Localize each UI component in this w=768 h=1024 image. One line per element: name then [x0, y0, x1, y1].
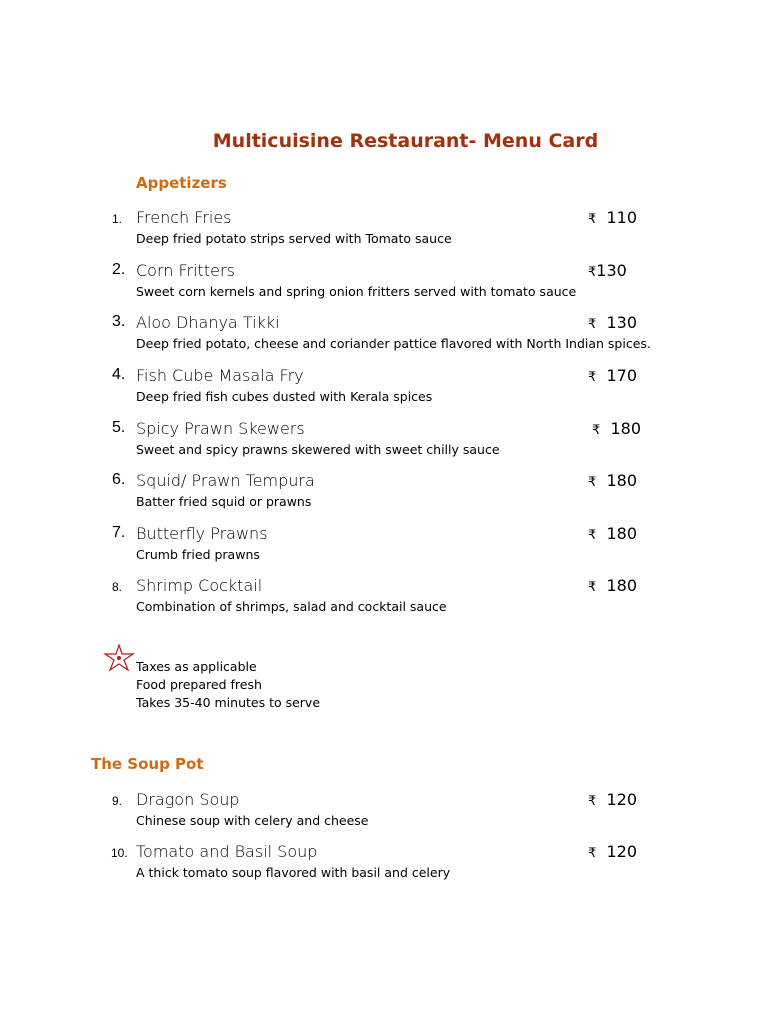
note-line: Takes 35-40 minutes to serve: [136, 695, 321, 710]
item-description: Sweet corn kernels and spring onion fritters served with tomato sauce: [136, 284, 577, 299]
item-name: Fish Cube Masala Fry: [136, 366, 304, 385]
item-name: Spicy Prawn Skewers: [136, 419, 305, 438]
item-price: ₹ 110: [588, 208, 637, 227]
star-icon: [102, 643, 136, 673]
item-number: 2.: [112, 261, 126, 278]
item-price: ₹ 120: [588, 842, 637, 861]
item-name: Aloo Dhanya Tikki: [136, 313, 280, 332]
item-price: ₹130: [588, 261, 627, 280]
item-number: 8.: [112, 580, 123, 594]
item-name: French Fries: [136, 208, 232, 227]
item-description: Combination of shrimps, salad and cocktail sauce: [136, 599, 447, 614]
menu-item: [0, 471, 768, 515]
item-description: Sweet and spicy prawns skewered with sweet chilly sauce: [136, 442, 500, 457]
item-number: 1.: [112, 212, 123, 226]
item-price: ₹ 130: [588, 313, 637, 332]
rupee-icon: ₹: [588, 846, 597, 861]
section-heading-soup: The Soup Pot: [91, 755, 204, 773]
menu-item: [0, 208, 768, 252]
item-price: ₹ 180: [588, 524, 637, 543]
item-description: Deep fried potato, cheese and coriander pattice flavored with North Indian spices.: [136, 336, 651, 351]
rupee-icon: ₹: [588, 475, 597, 490]
section-heading-appetizers: Appetizers: [136, 174, 227, 192]
item-name: Squid/ Prawn Tempura: [136, 471, 315, 490]
item-number: 7.: [112, 524, 126, 541]
item-name: Shrimp Cocktail: [136, 576, 263, 595]
rupee-icon: ₹: [588, 212, 597, 227]
item-description: Crumb fried prawns: [136, 547, 260, 562]
item-number: 5.: [112, 419, 126, 436]
menu-item: [0, 842, 768, 886]
item-description: Deep fried fish cubes dusted with Kerala spices: [136, 389, 433, 404]
menu-item: [0, 313, 768, 357]
item-number: 4.: [112, 366, 126, 383]
note-line: Taxes as applicable: [136, 659, 257, 674]
page-title: Multicuisine Restaurant- Menu Card: [212, 130, 599, 152]
rupee-icon: ₹: [588, 317, 597, 332]
item-price: ₹ 180: [592, 419, 641, 438]
rupee-icon: ₹: [588, 580, 597, 595]
rupee-icon: ₹: [588, 794, 597, 809]
item-number: 9.: [112, 794, 123, 808]
rupee-icon: ₹: [588, 528, 597, 543]
menu-item: [0, 576, 768, 620]
item-name: Corn Fritters: [136, 261, 235, 280]
item-description: Deep fried potato strips served with Tomato sauce: [136, 231, 452, 246]
notes-block: [136, 658, 320, 712]
menu-item: [0, 419, 768, 463]
menu-item: [0, 790, 768, 834]
item-name: Butterfly Prawns: [136, 524, 268, 543]
rupee-icon: ₹: [588, 265, 597, 280]
item-number: 3.: [112, 313, 126, 330]
menu-item: [0, 524, 768, 568]
menu-item: [0, 366, 768, 410]
item-number: 6.: [112, 471, 126, 488]
item-number: 10.: [111, 846, 128, 860]
rupee-icon: ₹: [588, 370, 597, 385]
rupee-icon: ₹: [592, 423, 601, 438]
item-price: ₹ 170: [588, 366, 637, 385]
item-description: Chinese soup with celery and cheese: [136, 813, 369, 828]
item-name: Tomato and Basil Soup: [136, 842, 318, 861]
item-description: Batter fried squid or prawns: [136, 494, 312, 509]
item-description: A thick tomato soup flavored with basil and celery: [136, 865, 451, 880]
menu-item: [0, 261, 768, 305]
note-line: Food prepared fresh: [136, 677, 262, 692]
item-price: ₹ 180: [588, 471, 637, 490]
item-price: ₹ 120: [588, 790, 637, 809]
item-name: Dragon Soup: [136, 790, 240, 809]
item-price: ₹ 180: [588, 576, 637, 595]
